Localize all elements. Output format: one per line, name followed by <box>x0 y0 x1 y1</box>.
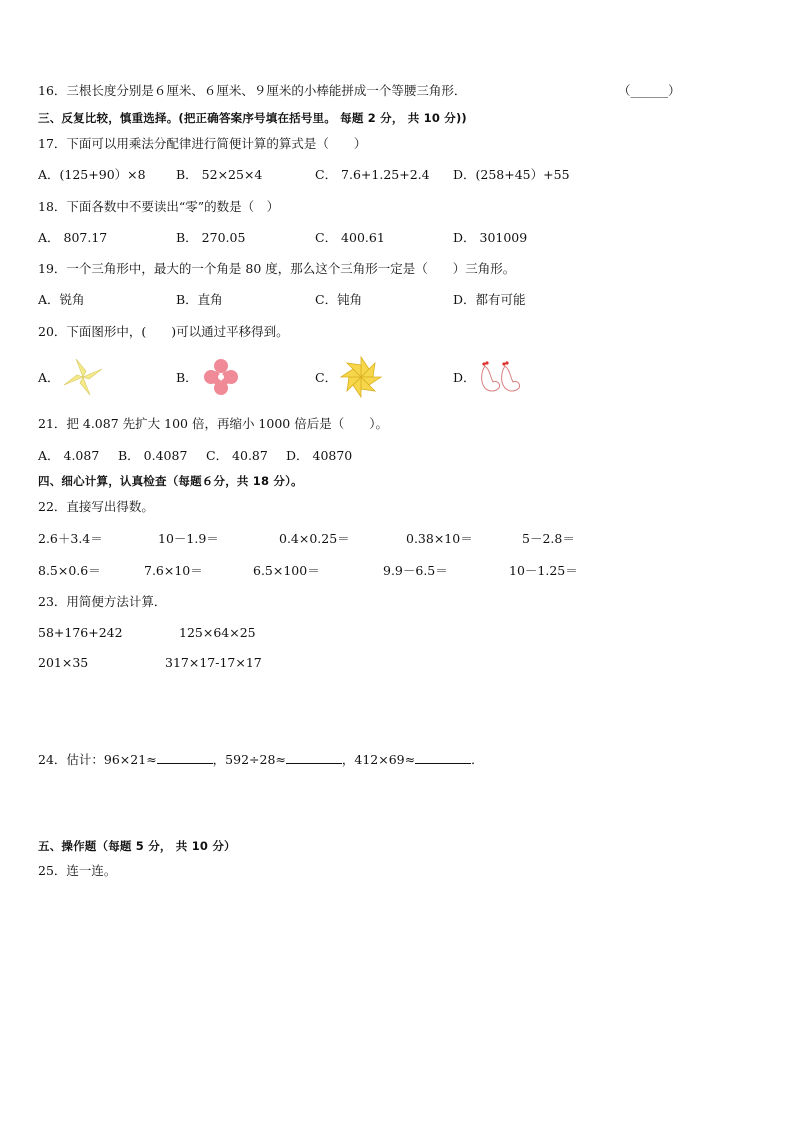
question-24-sep-1: ，592÷28≈ <box>212 752 286 767</box>
simplify-item: 125×64×25 <box>179 625 256 640</box>
question-21-option-a[interactable]: A． 4.087 <box>38 448 100 463</box>
twin-chicks-icon[interactable] <box>477 358 525 394</box>
estimate-blank-2[interactable] <box>286 751 342 764</box>
question-20-text: 20．下面图形中，( )可以通过平移得到。 <box>38 324 289 339</box>
question-23-text: 23．用简便方法计算． <box>38 594 167 609</box>
question-17-option-d[interactable]: D．(258+45）+55 <box>453 167 570 182</box>
simplify-item: 317×17-17×17 <box>165 655 262 670</box>
section-5-title: 五、操作题（每题 5 分， 共 10 分） <box>38 839 236 853</box>
question-17-option-c[interactable]: C． 7.6+1.25+2.4 <box>315 167 430 182</box>
question-17-option-b[interactable]: B． 52×25×4 <box>176 167 263 182</box>
question-18-option-a[interactable]: A． 807.17 <box>38 230 108 245</box>
pinwheel-icon[interactable] <box>62 357 104 397</box>
question-24-end: ． <box>471 752 484 767</box>
simplify-item: 201×35 <box>38 655 89 670</box>
calc-item: 10－1.25＝ <box>509 563 578 578</box>
simplify-item: 58+176+242 <box>38 625 123 640</box>
question-24 <box>38 751 484 768</box>
question-18-option-c[interactable]: C． 400.61 <box>315 230 385 245</box>
question-21-option-c[interactable]: C． 40.87 <box>206 448 268 463</box>
estimate-blank-3[interactable] <box>415 751 471 764</box>
question-24-prefix: 24．估计：96×21≈ <box>38 752 157 767</box>
question-19-option-d[interactable]: D．都有可能 <box>453 292 526 307</box>
question-16 <box>38 83 466 99</box>
question-21-text: 21．把 4.087 先扩大 100 倍，再缩小 1000 倍后是（ ）。 <box>38 416 388 431</box>
question-20-option-b[interactable]: B． <box>176 370 198 385</box>
star-pinwheel-icon[interactable] <box>339 355 383 399</box>
question-16-answer-bracket[interactable]: （______） <box>618 83 681 98</box>
calc-item: 8.5×0.6＝ <box>38 563 101 578</box>
question-16-text: 16．三根长度分别是６厘米、６厘米、９厘米的小棒能拼成一个等腰三角形． <box>38 83 467 98</box>
question-18-text: 18．下面各数中不要读出“零”的数是（ ） <box>38 199 280 214</box>
calc-item: 7.6×10＝ <box>144 563 203 578</box>
calc-item: 5－2.8＝ <box>522 531 575 546</box>
section-3-title: 三、反复比较，慎重选择。(把正确答案序号填在括号里。 每题 2 分， 共 10 分)) <box>38 111 467 125</box>
question-20-option-c[interactable]: C． <box>315 370 338 385</box>
question-18-option-d[interactable]: D． 301009 <box>453 230 528 245</box>
calc-item: 9.9－6.5＝ <box>383 563 448 578</box>
question-24-sep-2: ，412×69≈ <box>341 752 416 767</box>
heart-flower-icon[interactable] <box>200 357 242 397</box>
question-19-text: 19．一个三角形中，最大的一个角是 80 度，那么这个三角形一定是（ ）三角形。 <box>38 261 516 276</box>
question-22-text: 22．直接写出得数。 <box>38 499 154 514</box>
question-19-option-a[interactable]: A．锐角 <box>38 292 85 307</box>
question-19-option-c[interactable]: C．钝角 <box>315 292 363 307</box>
question-20-option-a[interactable]: A． <box>38 370 60 385</box>
question-17-option-a[interactable]: A．(125+90）×8 <box>38 167 146 182</box>
calc-item: 0.38×10＝ <box>406 531 473 546</box>
calc-item: 2.6＋3.4＝ <box>38 531 103 546</box>
question-25-text: 25．连一连。 <box>38 863 117 878</box>
section-4-title: 四、细心计算，认真检查（每题６分，共 18 分）。 <box>38 474 303 488</box>
calc-item: 6.5×100＝ <box>253 563 320 578</box>
question-21-option-d[interactable]: D． 40870 <box>286 448 353 463</box>
question-21-option-b[interactable]: B． 0.4087 <box>118 448 188 463</box>
question-17-text: 17．下面可以用乘法分配律进行简便计算的算式是（ ） <box>38 136 367 151</box>
question-19-option-b[interactable]: B．直角 <box>176 292 223 307</box>
question-18-option-b[interactable]: B． 270.05 <box>176 230 246 245</box>
calc-item: 10－1.9＝ <box>158 531 219 546</box>
question-20-option-d[interactable]: D． <box>453 370 476 385</box>
calc-item: 0.4×0.25＝ <box>279 531 350 546</box>
estimate-blank-1[interactable] <box>157 751 213 764</box>
